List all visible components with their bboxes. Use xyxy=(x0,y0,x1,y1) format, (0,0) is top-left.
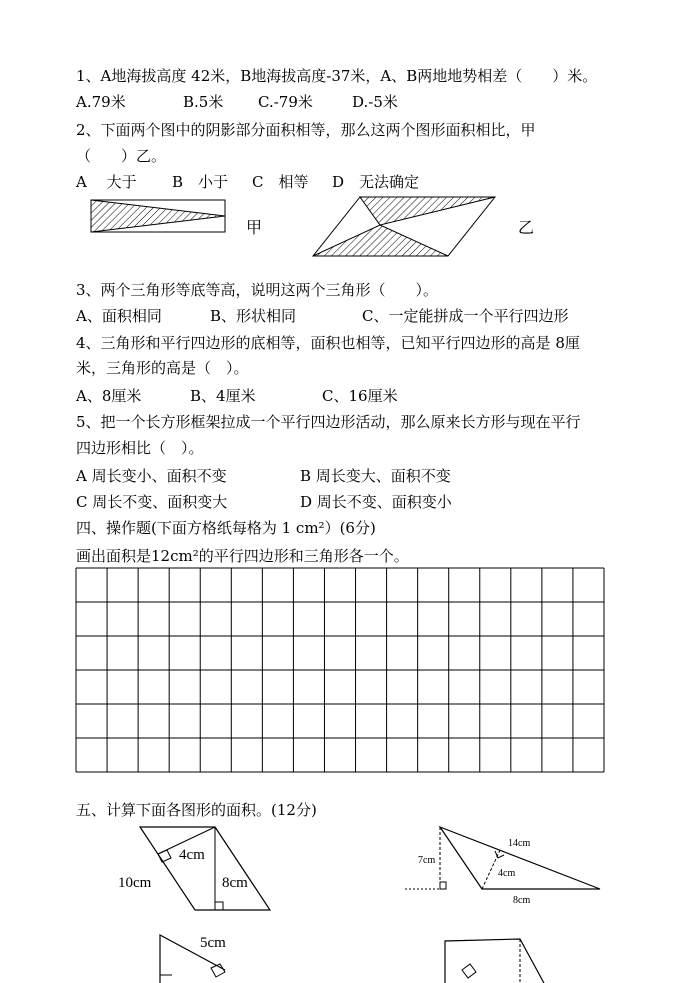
q2-option-a: A 大于 xyxy=(76,173,137,191)
q5-stem-line2: 四边形相比（ ）。 xyxy=(76,439,204,457)
figure-jia xyxy=(91,200,225,232)
q2-option-c: C 相等 xyxy=(252,173,309,191)
fig2-label-7cm: 7cm xyxy=(418,855,436,866)
q5-option-b: B 周长变大、面积不变 xyxy=(300,467,451,485)
right-angle-mark-1 xyxy=(215,902,223,910)
figure4-trapezoid xyxy=(445,939,545,983)
q4-option-b: B、4厘米 xyxy=(190,387,256,405)
shaded-bottom-triangle xyxy=(313,225,448,256)
q4-option-a: A、8厘米 xyxy=(76,387,142,405)
q5-option-a: A 周长变小、面积不变 xyxy=(76,467,227,485)
q1-option-c: C.-79米 xyxy=(258,93,313,111)
fig2-label-8cm: 8cm xyxy=(513,895,531,906)
right-angle-mark-6 xyxy=(462,964,476,978)
grid-paper[interactable] xyxy=(75,567,605,773)
q2-stem-line1: 2、下面两个图中的阴影部分面积相等，那么这两个图形面积相比，甲 xyxy=(76,121,536,139)
fig2-label-4cm: 4cm xyxy=(498,868,516,879)
trapezoid-4 xyxy=(445,939,545,983)
section4-title: 四、操作题(下面方格纸每格为 1 cm²）(6分) xyxy=(76,519,376,537)
fig1-label-height-8cm: 8cm xyxy=(222,875,248,891)
figure1-parallelogram xyxy=(140,827,270,910)
q2-figures xyxy=(0,0,696,270)
q4-stem-line1: 4、三角形和平行四边形的底相等，面积也相等，已知平行四边形的高是 8厘 xyxy=(76,334,580,352)
q1-stem: 1、A地海拔高度 42米，B地海拔高度-37米，A、B两地地势相差（ ）米。 xyxy=(76,67,598,85)
q4-option-c: C、16厘米 xyxy=(322,387,398,405)
shaded-triangle-jia xyxy=(91,200,225,232)
q3-option-b: B、形状相同 xyxy=(210,307,297,325)
parallelogram-1 xyxy=(140,827,270,910)
q2-option-b: B 小于 xyxy=(172,173,229,191)
section5-title: 五、计算下面各图形的面积。(12分) xyxy=(76,801,317,819)
q1-option-a: A.79米 xyxy=(76,93,126,111)
q4-stem-line2: 米，三角形的高是（ ）。 xyxy=(76,359,249,377)
q3-option-a: A、面积相同 xyxy=(76,307,162,325)
label-yi: 乙 xyxy=(518,218,535,237)
figure-yi xyxy=(313,197,495,256)
q5-option-c: C 周长不变、面积变大 xyxy=(76,493,228,511)
fig1-label-height-4cm: 4cm xyxy=(179,847,205,863)
q5-option-d: D 周长不变、面积变小 xyxy=(300,493,452,511)
q5-stem-line1: 5、把一个长方形框架拉成一个平行四边形活动，那么原来长方形与现在平行 xyxy=(76,413,581,431)
right-angle-mark-3 xyxy=(440,882,446,889)
q3-stem: 3、两个三角形等底等高，说明这两个三角形（ ）。 xyxy=(76,281,439,299)
q2-option-d: D 无法确定 xyxy=(332,173,420,191)
q1-option-b: B.5米 xyxy=(183,93,224,111)
fig2-label-14cm: 14cm xyxy=(508,838,531,849)
shaded-top-triangle xyxy=(360,197,495,225)
fig1-label-side-10cm: 10cm xyxy=(118,875,152,891)
section4-instruction: 画出面积是12cm²的平行四边形和三角形各一个。 xyxy=(76,547,409,565)
q3-option-c: C、一定能拼成一个平行四边形 xyxy=(362,307,569,325)
q1-option-d: D.-5米 xyxy=(352,93,398,111)
fig3-label-5cm: 5cm xyxy=(200,935,226,951)
label-jia: 甲 xyxy=(246,218,263,237)
section5-figures xyxy=(0,820,696,983)
right-angle-mark-2 xyxy=(158,850,171,862)
q2-stem-line2: （ ）乙。 xyxy=(76,147,167,165)
